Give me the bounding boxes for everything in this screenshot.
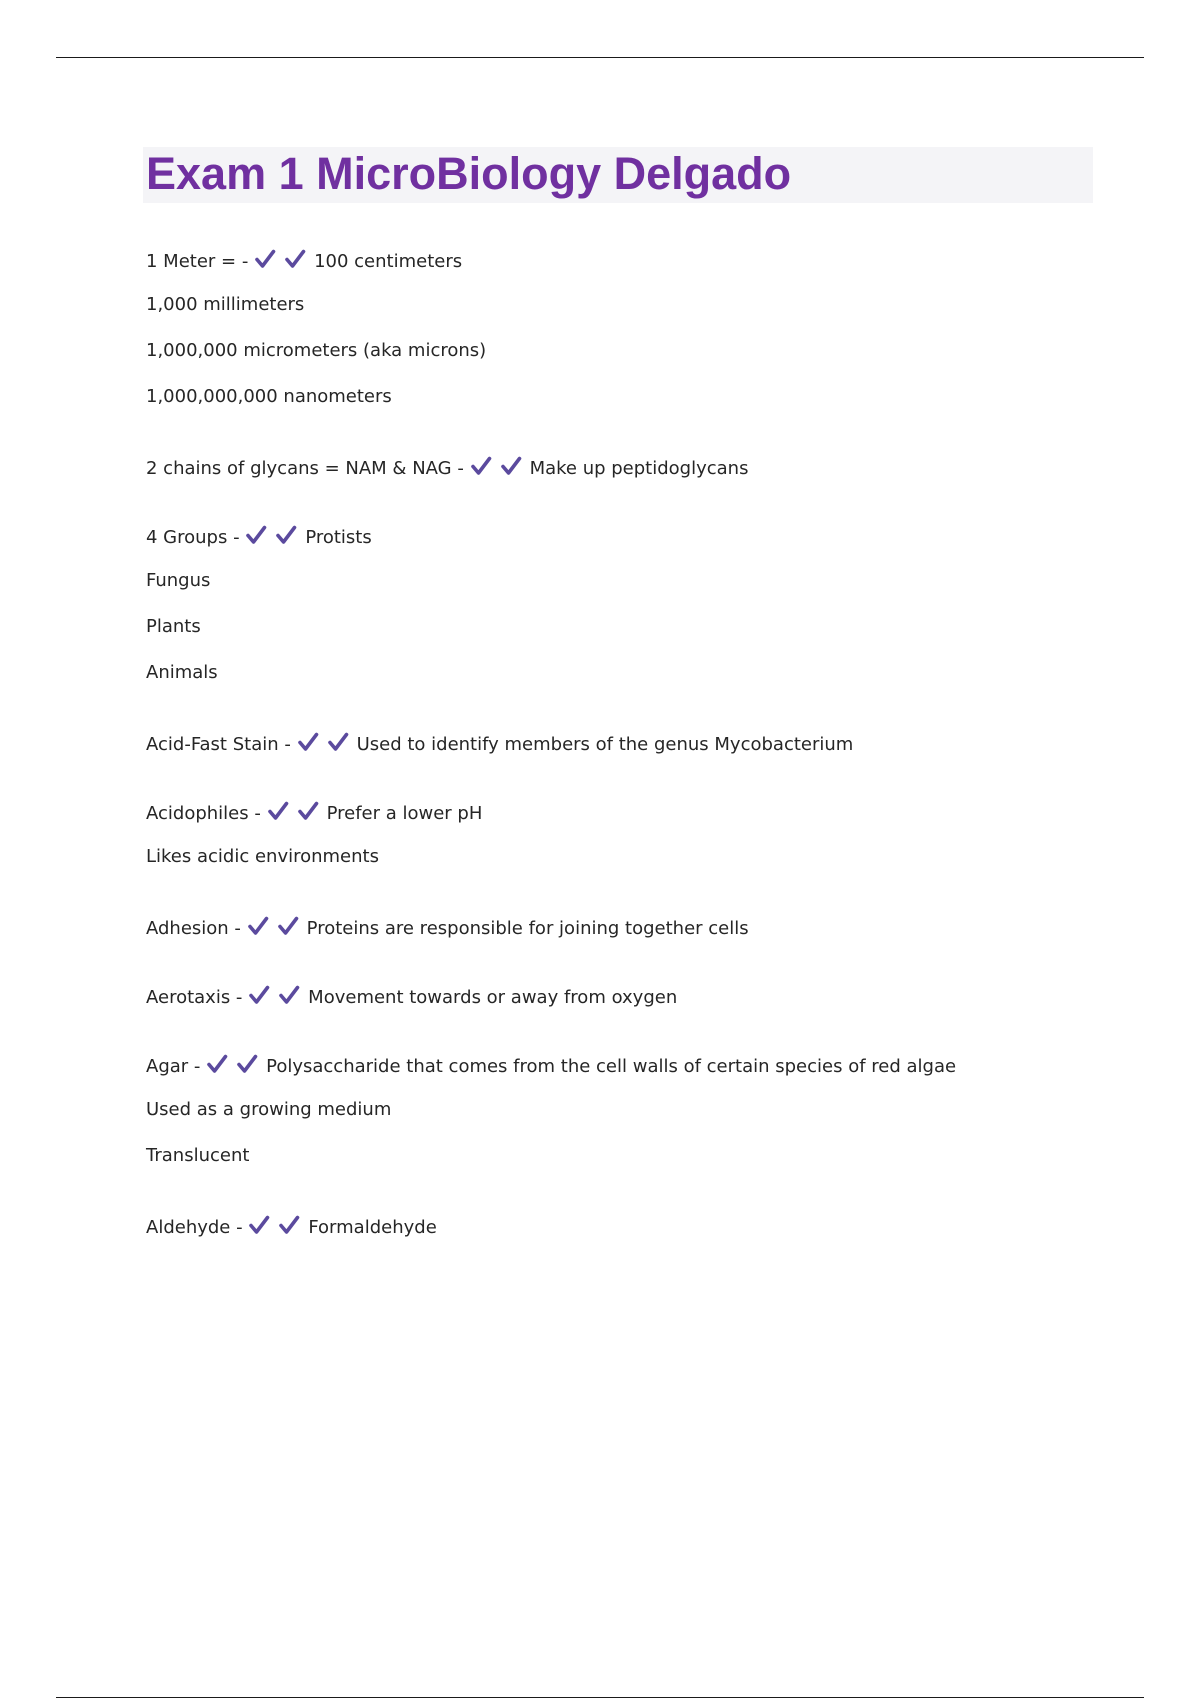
entry-continuation: Animals (146, 662, 218, 683)
entry-first-line (146, 455, 1146, 477)
entry-first-line (146, 1053, 1146, 1075)
check-icon (275, 524, 297, 546)
entry-first-line (146, 248, 1146, 270)
check-icon (206, 1053, 228, 1075)
entry-continuation: Used as a growing medium (146, 1099, 392, 1120)
check-icon (284, 248, 306, 270)
flashcard-list (146, 248, 1146, 1283)
flashcard-entry (146, 455, 1146, 477)
entry-term: 1 Meter = - (146, 251, 249, 272)
flashcard-entry (146, 915, 1146, 937)
entry-continuation: 1,000,000 micrometers (aka microns) (146, 340, 487, 361)
check-icon (236, 1053, 258, 1075)
flashcard-entry (146, 731, 1146, 753)
check-icon (254, 248, 276, 270)
check-icon (297, 731, 319, 753)
entry-continuation: Fungus (146, 570, 211, 591)
entry-term: 4 Groups - (146, 527, 240, 548)
entry-continuation: Likes acidic environments (146, 846, 379, 867)
flashcard-entry (146, 800, 1146, 868)
entry-answer: Make up peptidoglycans (529, 458, 749, 479)
flashcard-entry (146, 1214, 1146, 1236)
entry-term: 2 chains of glycans = NAM & NAG - (146, 458, 464, 479)
flashcard-entry (146, 524, 1146, 684)
entry-term: Acidophiles - (146, 803, 261, 824)
entry-answer: Movement towards or away from oxygen (308, 987, 678, 1008)
check-icon (278, 984, 300, 1006)
entry-first-line (146, 524, 1146, 546)
check-icon (245, 524, 267, 546)
entry-term: Aldehyde - (146, 1217, 243, 1238)
entry-answer: Polysaccharide that comes from the cell walls of certain species of red algae (266, 1056, 957, 1077)
entry-term: Agar - (146, 1056, 201, 1077)
entry-answer: Prefer a lower pH (326, 803, 483, 824)
check-icon (267, 800, 289, 822)
check-icon (248, 1214, 270, 1236)
check-icon (500, 455, 522, 477)
entry-answer: 100 centimeters (314, 251, 463, 272)
entry-continuation: 1,000 millimeters (146, 294, 305, 315)
bottom-rule (56, 1697, 1144, 1698)
check-icon (278, 1214, 300, 1236)
flashcard-entry (146, 248, 1146, 408)
entry-first-line (146, 800, 1146, 822)
check-icon (470, 455, 492, 477)
entry-first-line (146, 1214, 1146, 1236)
check-icon (277, 915, 299, 937)
entry-term: Adhesion - (146, 918, 241, 939)
check-icon (248, 984, 270, 1006)
flashcard-entry (146, 984, 1146, 1006)
check-icon (327, 731, 349, 753)
entry-first-line (146, 731, 1146, 753)
entry-answer: Protists (305, 527, 372, 548)
entry-term: Aerotaxis - (146, 987, 243, 1008)
entry-first-line (146, 984, 1146, 1006)
entry-first-line (146, 915, 1146, 937)
document-title: Exam 1 MicroBiology Delgado (146, 148, 792, 199)
entry-answer: Formaldehyde (308, 1217, 437, 1238)
entry-continuation: 1,000,000,000 nanometers (146, 386, 392, 407)
flashcard-entry (146, 1053, 1146, 1167)
entry-continuation: Plants (146, 616, 201, 637)
entry-continuation: Translucent (146, 1145, 250, 1166)
entry-answer: Used to identify members of the genus Mycobacterium (356, 734, 854, 755)
entry-term: Acid-Fast Stain - (146, 734, 291, 755)
check-icon (297, 800, 319, 822)
entry-answer: Proteins are responsible for joining together cells (306, 918, 749, 939)
top-rule (56, 57, 1144, 58)
check-icon (247, 915, 269, 937)
